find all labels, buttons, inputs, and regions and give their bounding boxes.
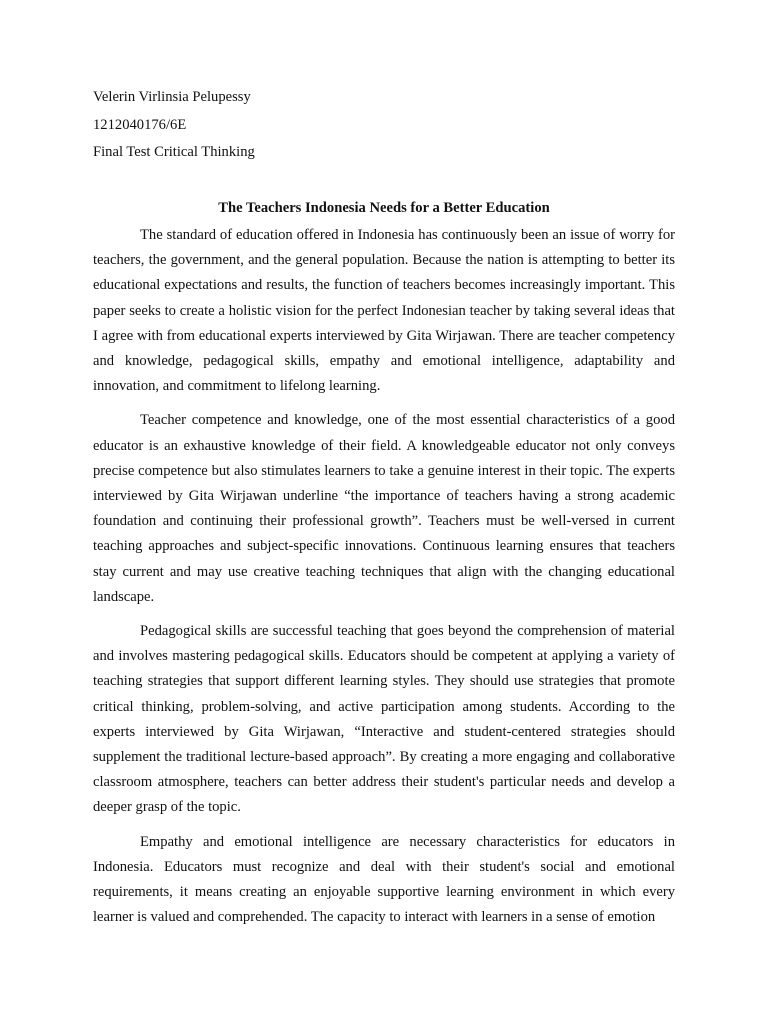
paragraph-intro: The standard of education offered in Indonesia has continuously been an issue of worry for teachers, the government, and the general population. Because the nation is attempting to better its educational expectations and results, the function of teachers becomes increasingly important. This paper seeks to create a holistic vision for the perfect Indonesian teacher by taking several ideas that I agree with from educational experts interviewed by Gita Wirjawan. There are teacher competency and knowledge, pedagogical skills, empathy and emotional intelligence, adaptability and innovation, and commitment to lifelong learning.	[93, 227, 675, 395]
essay-body	[93, 223, 675, 939]
essay-title: The Teachers Indonesia Needs for a Better Education	[218, 200, 550, 216]
paragraph-pedagogy: Pedagogical skills are successful teaching that goes beyond the comprehension of material and involves mastering pedagogical skills. Educators should be competent at applying a variety of teaching strategies that support different learning styles. They should use strategies that promote critical thinking, problem-solving, and active participation among students. According to the experts interviewed by Gita Wirjawan, “Interactive and student-centered strategies should supplement the traditional lecture-based approach”. By creating a more engaging and collaborative classroom atmosphere, teachers can better address their student's particular needs and develop a deeper grasp of the topic.	[93, 623, 675, 816]
paragraph-competence: Teacher competence and knowledge, one of the most essential characteristics of a good educator is an exhaustive knowledge of their field. A knowledgeable educator not only conveys precise competence but also stimulates learners to take a genuine interest in their topic. The experts interviewed by Gita Wirjawan underline “the importance of teachers having a strong academic foundation and continuing their professional growth”. Teachers must be well-versed in current teaching approaches and subject-specific innovations. Continuous learning ensures that teachers stay current and may use creative teaching techniques that align with the changing educational landscape.	[93, 412, 675, 605]
student-id: 1212040176/6E	[93, 116, 187, 133]
author-name: Velerin Virlinsia Pelupessy	[93, 89, 251, 105]
course-title: Final Test Critical Thinking	[93, 144, 255, 160]
header-block	[93, 86, 675, 169]
paragraph-empathy: Empathy and emotional intelligence are necessary characteristics for educators in Indonesia. Educators must recognize and deal with their student's social and emotional requirements, it means creating an enjoyable supportive learning environment in which every learner is valued and comprehended. The capacity to interact with learners in a sense of emotion	[93, 833, 675, 926]
